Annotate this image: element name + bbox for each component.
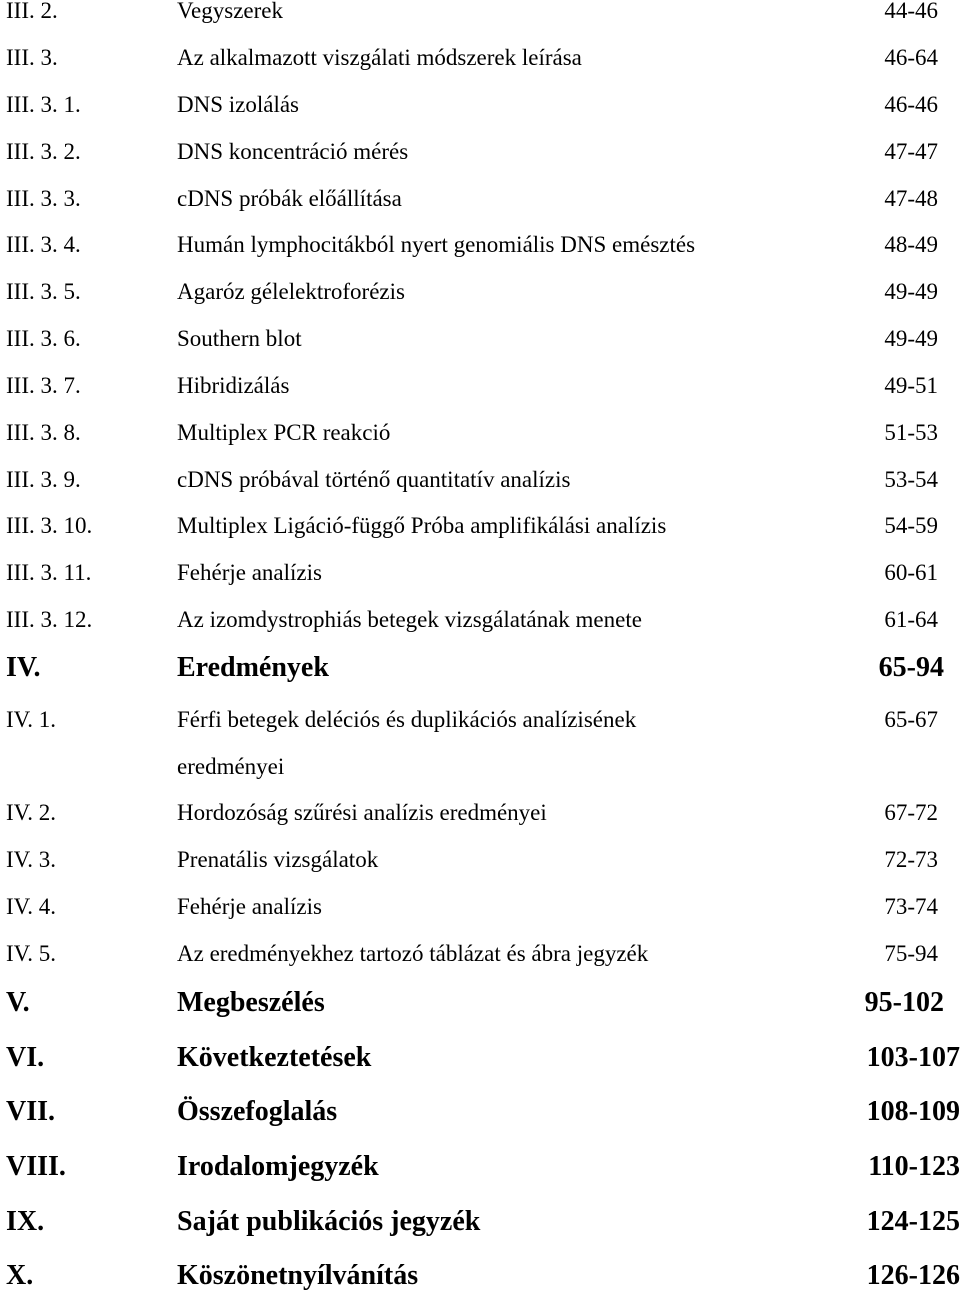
- page-range: 47-48: [884, 186, 938, 211]
- page-range: 48-49: [884, 232, 938, 257]
- section-number: III. 3.: [6, 45, 58, 70]
- section-title: Multiplex Ligáció-függő Próba amplifikálási analízis: [177, 513, 667, 538]
- chapter-title: Következtetések: [177, 1042, 372, 1073]
- section-number: IV. 3.: [6, 847, 57, 872]
- section-number: III. 3. 6.: [6, 326, 81, 351]
- section-title: Southern blot: [177, 326, 302, 351]
- section-number: III. 3. 7.: [6, 373, 81, 398]
- chapter-title: Köszönetnyílvánítás: [177, 1260, 419, 1291]
- section-title: Az izomdystrophiás betegek vizsgálatának menete: [177, 607, 642, 632]
- chapter-number: X.: [6, 1260, 34, 1291]
- chapter-title: Irodalomjegyzék: [177, 1151, 379, 1182]
- page-range: 108-109: [866, 1096, 960, 1127]
- chapter-title: Eredmények: [177, 652, 329, 683]
- section-title: DNS izolálás: [177, 92, 300, 117]
- section-number: IV. 5.: [6, 941, 57, 966]
- section-number: III. 3. 1.: [6, 92, 81, 117]
- section-title: eredményei: [177, 754, 285, 779]
- section-title: Vegyszerek: [177, 0, 284, 23]
- section-number: IV. 1.: [6, 707, 57, 732]
- section-number: III. 3. 4.: [6, 232, 81, 257]
- chapter-number: VII.: [6, 1096, 56, 1127]
- section-number: III. 2.: [6, 0, 58, 23]
- section-number: IV. 4.: [6, 894, 57, 919]
- section-title: Férfi betegek deléciós és duplikációs analízisének: [177, 707, 637, 732]
- page-range: 65-94: [878, 652, 944, 683]
- page-range: 126-126: [866, 1260, 960, 1291]
- section-number: III. 3. 12.: [6, 607, 93, 632]
- section-title: cDNS próbák előállítása: [177, 186, 402, 211]
- section-title: DNS koncentráció mérés: [177, 139, 409, 164]
- page-range: 46-46: [884, 92, 938, 117]
- section-number: III. 3. 10.: [6, 513, 93, 538]
- chapter-number: IV.: [6, 652, 41, 683]
- page-range: 75-94: [884, 941, 938, 966]
- page-range: 54-59: [884, 513, 938, 538]
- section-number: III. 3. 11.: [6, 560, 92, 585]
- section-title: Hordozóság szűrési analízis eredményei: [177, 800, 547, 825]
- chapter-number: VIII.: [6, 1151, 66, 1182]
- section-number: III. 3. 5.: [6, 279, 81, 304]
- section-title: Fehérje analízis: [177, 560, 322, 585]
- chapter-number: V.: [6, 987, 30, 1018]
- section-title: Hibridizálás: [177, 373, 290, 398]
- section-title: Agaróz gélelektroforézis: [177, 279, 405, 304]
- page-range: 51-53: [884, 420, 938, 445]
- section-title: Az eredményekhez tartozó táblázat és ábra jegyzék: [177, 941, 649, 966]
- section-title: Prenatális vizsgálatok: [177, 847, 379, 872]
- page-range: 46-64: [884, 45, 938, 70]
- page-range: 61-64: [884, 607, 938, 632]
- section-title: Humán lymphocitákból nyert genomiális DNS emésztés: [177, 232, 696, 257]
- page-range: 110-123: [868, 1151, 960, 1182]
- chapter-title: Összefoglalás: [177, 1096, 338, 1127]
- page-range: 60-61: [884, 560, 938, 585]
- page-range: 47-47: [884, 139, 938, 164]
- chapter-number: IX.: [6, 1206, 45, 1237]
- page-range: 124-125: [866, 1206, 960, 1237]
- section-title: Fehérje analízis: [177, 894, 322, 919]
- page-range: 65-67: [884, 707, 938, 732]
- section-number: III. 3. 3.: [6, 186, 81, 211]
- page-range: 49-51: [884, 373, 938, 398]
- section-number: IV. 2.: [6, 800, 57, 825]
- section-number: III. 3. 2.: [6, 139, 81, 164]
- chapter-title: Saját publikációs jegyzék: [177, 1206, 481, 1237]
- chapter-title: Megbeszélés: [177, 987, 325, 1018]
- page-range: 73-74: [884, 894, 938, 919]
- page-range: 53-54: [884, 467, 938, 492]
- page-range: 49-49: [884, 279, 938, 304]
- chapter-number: VI.: [6, 1042, 45, 1073]
- page-range: 67-72: [884, 800, 938, 825]
- section-title: Multiplex PCR reakció: [177, 420, 391, 445]
- section-title: Az alkalmazott viszgálati módszerek leírása: [177, 45, 582, 70]
- page-range: 95-102: [864, 987, 944, 1018]
- page-range: 44-46: [884, 0, 938, 23]
- section-number: III. 3. 8.: [6, 420, 81, 445]
- section-title: cDNS próbával történő quantitatív analízis: [177, 467, 571, 492]
- page-range: 72-73: [884, 847, 938, 872]
- page-range: 103-107: [866, 1042, 960, 1073]
- page-range: 49-49: [884, 326, 938, 351]
- section-number: III. 3. 9.: [6, 467, 81, 492]
